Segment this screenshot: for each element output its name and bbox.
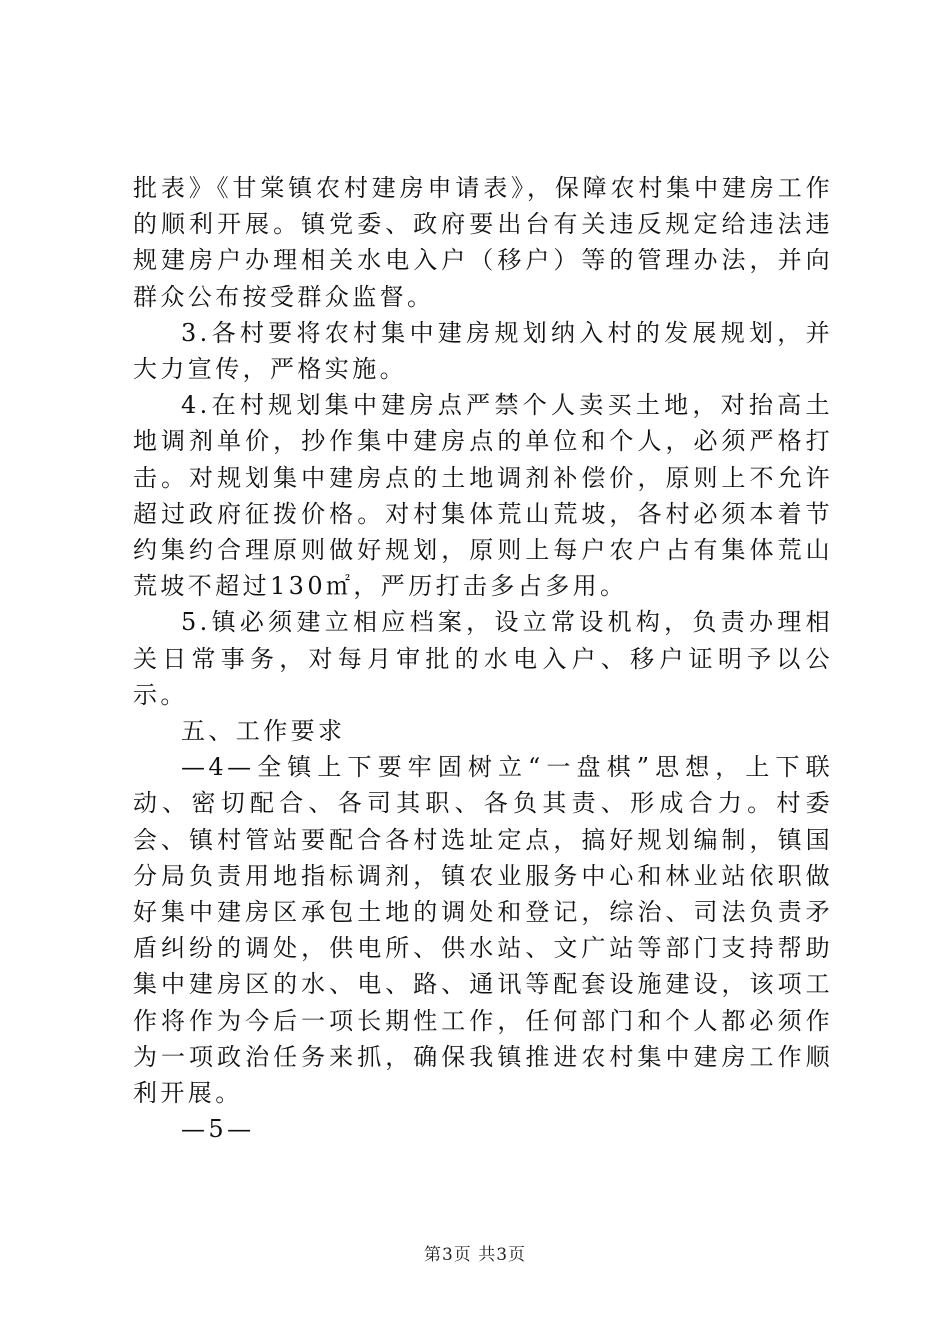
paragraph-item-4: 4.在村规划集中建房点严禁个人卖买土地，对抬高土地调剂单价，抄作集中建房点的单位和个人，必须严格打击。对规划集中建房点的土地调剂补偿价，原则上不允许超过政府征拨价格。对村集体荒山荒坡，各村必须本着节约集约合理原则做好规划，原则上每户农户占有集体荒山荒坡不超过130㎡，严历打击多占多用。 bbox=[133, 391, 833, 601]
inline-page-marker: —5— bbox=[181, 1115, 255, 1144]
paragraph-item-5: 5.镇必须建立相应档案，设立常设机构，负责办理相关日常事务，对每月审批的水电入户、移户证明予以公示。 bbox=[133, 608, 833, 709]
paragraph-approval-forms: 批表》《甘棠镇农村建房申请表》，保障农村集中建房工作的顺利开展。镇党委、政府要出台有关违反规定给违法违规建房户办理相关水电入户（移户）等的管理办法，并向群众公布按受群众监督。 bbox=[133, 174, 833, 311]
paragraph-work-requirements: —4—全镇上下要牢固树立“一盘棋”思想，上下联动、密切配合、各司其职、各负其责、形成合力。村委会、镇村管站要配合各村选址定点，搞好规划编制，镇国分局负责用地指标调剂，镇农业服务中心和林业站依职做好集中建房区承包土地的调处和登记，综治、司法负责矛盾纠纷的调处，供电所、供水站、文广站等部门支持帮助集中建房区的水、电、路、通讯等配套设施建设，该项工作将作为今后一项长期性工作，任何部门和个人都必须作为一项政治任务来抓，确保我镇推进农村集中建房工作顺利开展。 bbox=[133, 753, 833, 1108]
paragraph-item-3: 3.各村要将农村集中建房规划纳入村的发展规划，并大力宣传，严格实施。 bbox=[133, 318, 833, 384]
document-body bbox=[133, 170, 833, 1147]
section-heading-work-requirements: 五、工作要求 bbox=[181, 717, 346, 746]
page-footer: 第3页 共3页 bbox=[423, 1245, 527, 1265]
